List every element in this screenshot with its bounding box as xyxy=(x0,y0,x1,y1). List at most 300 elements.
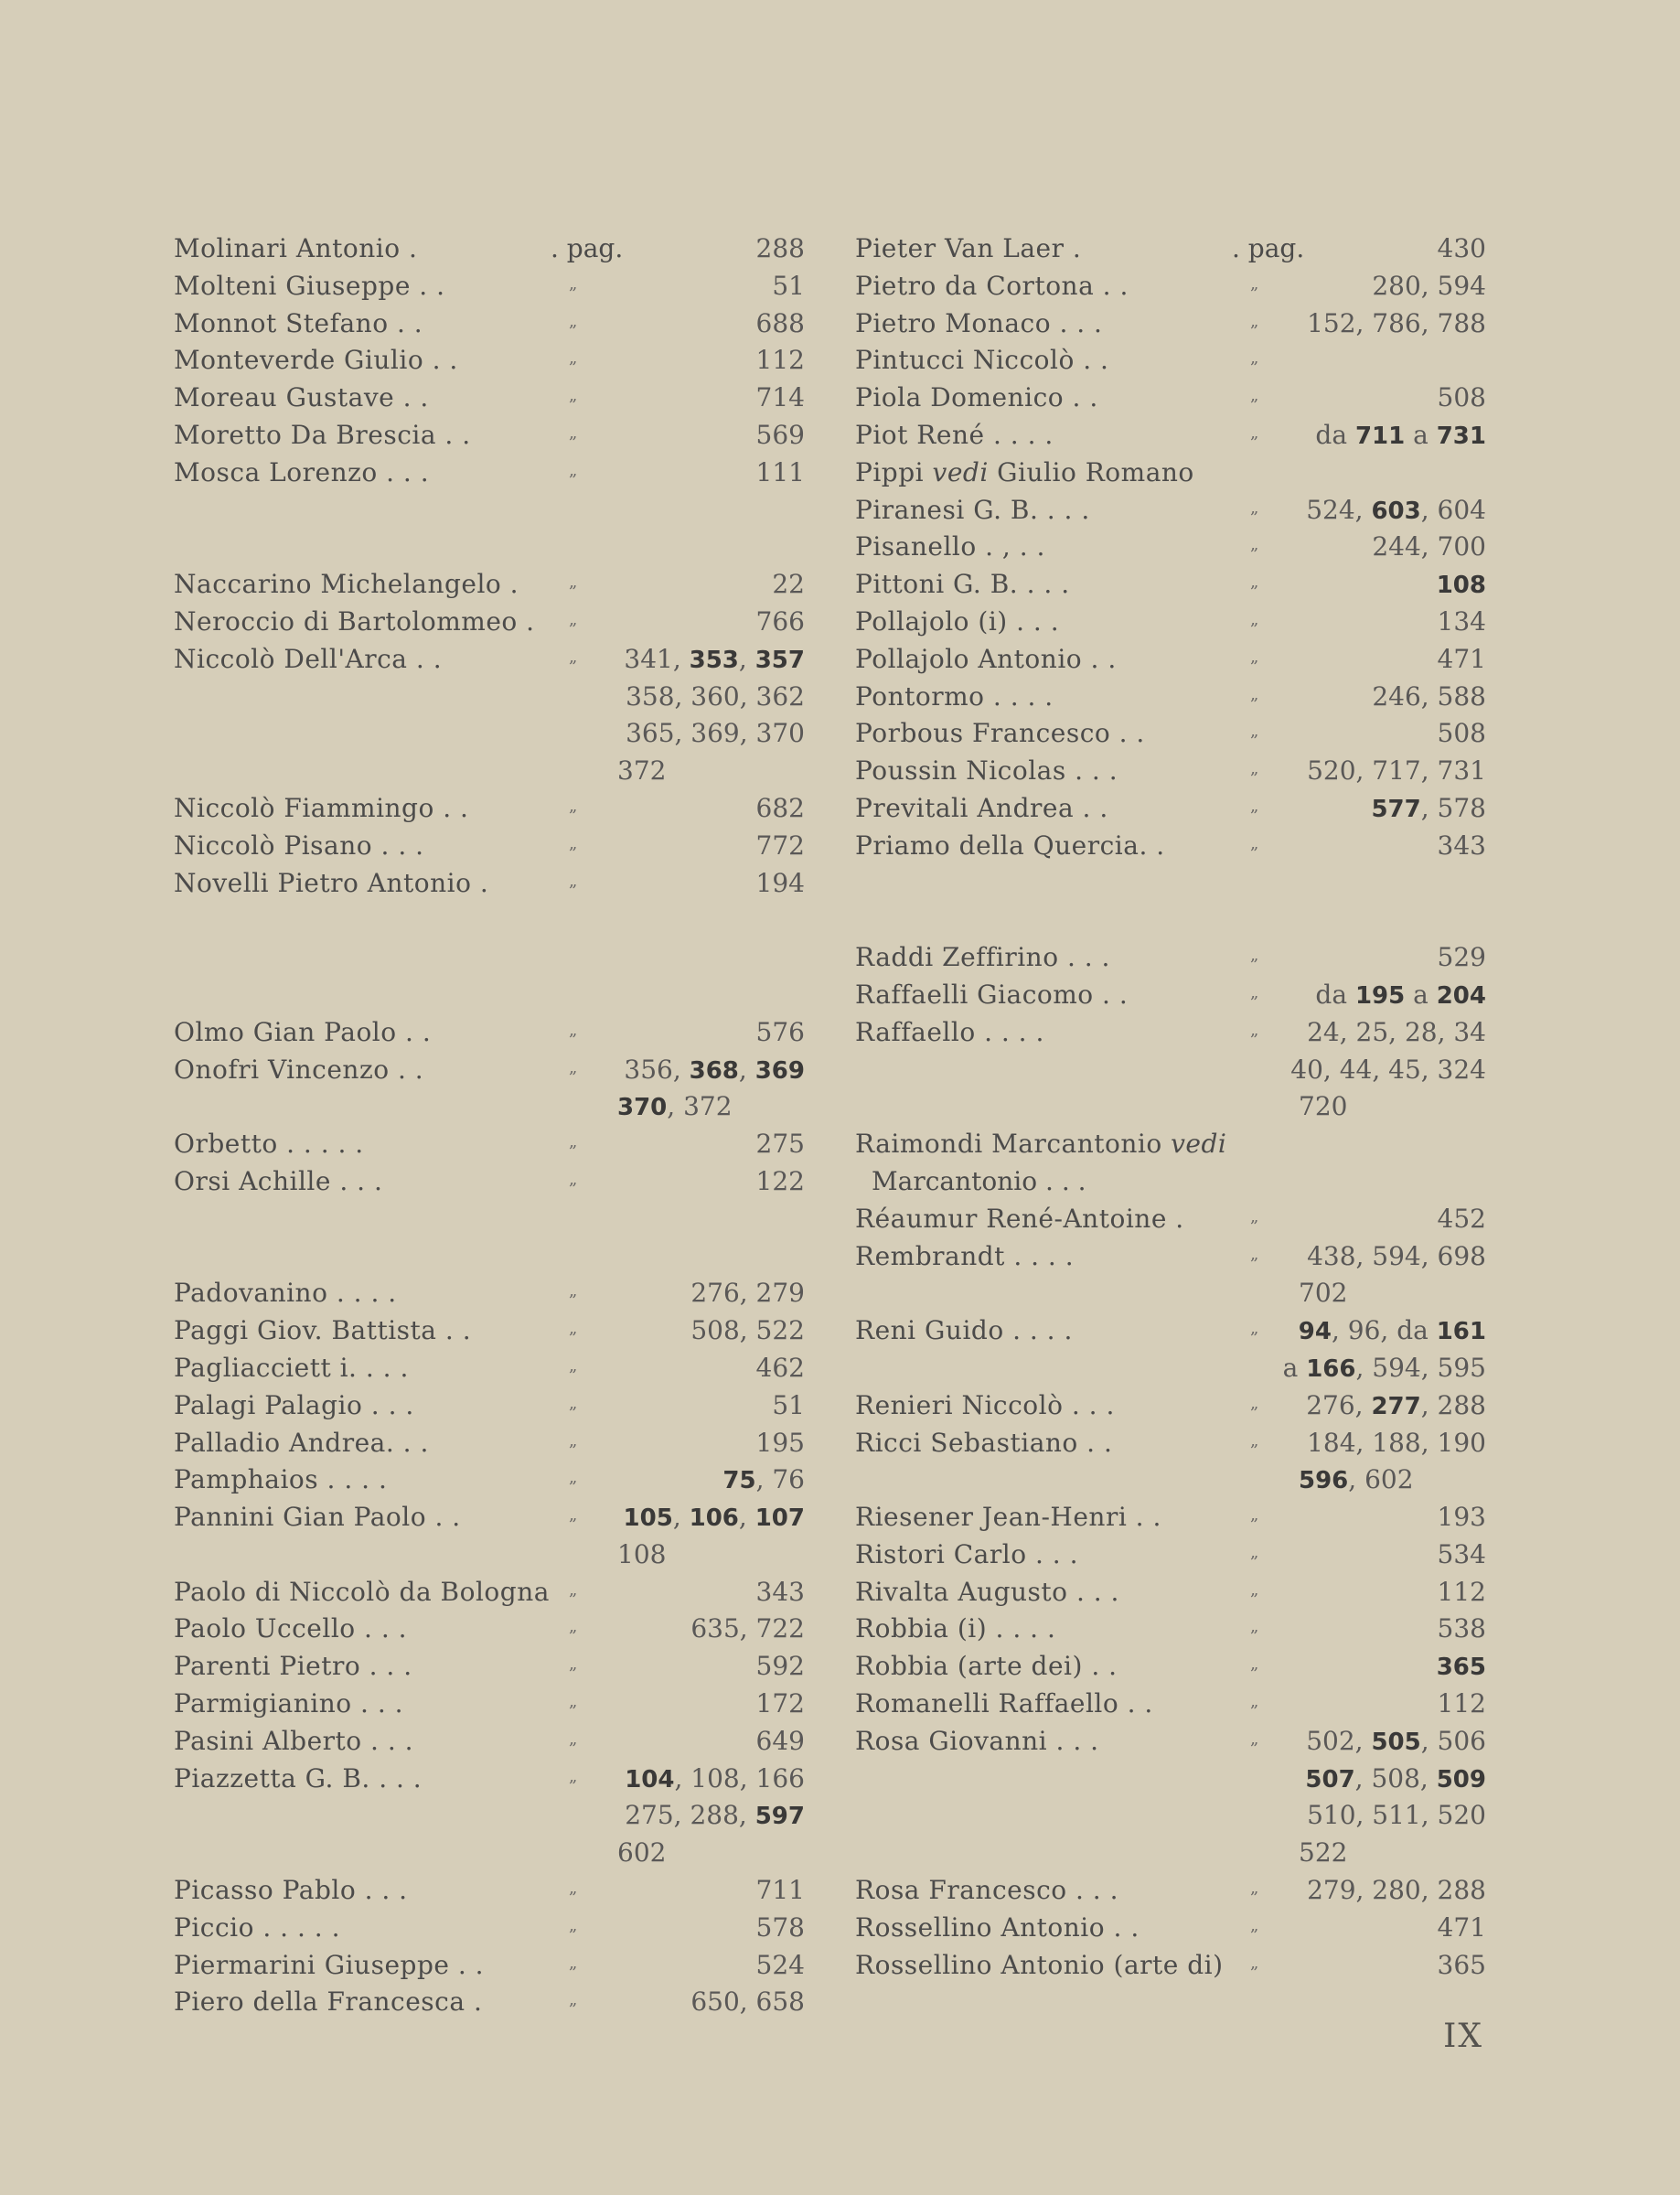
entry-name: Paolo Uccello . . . xyxy=(174,1613,408,1644)
entry-name: Piero della Francesca . xyxy=(174,1986,483,2018)
entry-name: Molinari Antonio . xyxy=(174,233,418,263)
entry-pages xyxy=(756,790,805,828)
page-ref: 107 xyxy=(754,1504,805,1533)
entry-pages xyxy=(1438,828,1486,865)
entry-pages xyxy=(756,305,805,343)
page-ref: 112 xyxy=(755,345,805,376)
page-ref: 507 xyxy=(1305,1765,1355,1793)
index-entry-continuation xyxy=(855,1350,1486,1387)
entry-name: Réaumur René-Antoine . xyxy=(855,1203,1184,1234)
entry-pages xyxy=(756,1648,805,1686)
entry-name: Rossellino Antonio (arte di) xyxy=(855,1949,1224,1980)
entry-pages xyxy=(690,1275,805,1312)
page-ref: 577 xyxy=(1371,795,1421,823)
ditto-mark: „ xyxy=(569,460,578,480)
entry-pages xyxy=(756,1947,805,1985)
entry-pages xyxy=(1438,1910,1486,1947)
entry-pages xyxy=(1307,305,1486,343)
entry-name: Previtali Andrea . . xyxy=(855,792,1108,823)
entry-name: Piccio . . . . . xyxy=(174,1911,340,1943)
ditto-mark: „ xyxy=(569,1281,578,1301)
entry-pages xyxy=(1438,604,1486,641)
spacer xyxy=(174,1201,805,1238)
index-entry-continuation xyxy=(855,1052,1486,1089)
page-ref: 343 xyxy=(755,1576,805,1607)
entry-name: Niccolò Pisano . . . xyxy=(174,830,424,861)
entry-pages xyxy=(1371,790,1486,829)
ditto-mark: „ xyxy=(569,647,578,667)
index-entry xyxy=(174,1947,805,1985)
entry-pages: 40, 44, 45, 324 xyxy=(1290,1054,1486,1085)
entry-pages xyxy=(1305,1761,1486,1799)
index-entry xyxy=(855,268,1486,305)
index-entry-continuation xyxy=(855,1835,1486,1872)
entry-name: Raffaello . . . . xyxy=(855,1016,1044,1047)
entry-name: Rosa Giovanni . . . xyxy=(855,1725,1099,1756)
page-ref: 596 xyxy=(1299,1467,1349,1495)
spacer xyxy=(174,492,805,530)
index-entry xyxy=(174,1462,805,1499)
ditto-mark: „ xyxy=(569,1953,578,1973)
page-ref: 649 xyxy=(755,1725,805,1756)
index-entry-continuation xyxy=(855,1088,1486,1126)
page-ref: 288 xyxy=(755,233,805,263)
index-entry xyxy=(855,1238,1486,1276)
page-ref: da xyxy=(1315,419,1355,450)
entry-name: Picasso Pablo . . . xyxy=(174,1875,408,1906)
entry-name: Paolo di Niccolò da Bologna xyxy=(174,1576,550,1607)
entry-name: Paggi Giov. Battista . . xyxy=(174,1315,472,1346)
page-ref: 357 xyxy=(754,646,805,674)
entry-name: Piazzetta G. B. . . . xyxy=(174,1762,423,1793)
page-ref: 106 xyxy=(689,1504,739,1533)
page-ref: 438, 594, 698 xyxy=(1307,1240,1486,1271)
page-ref: 194 xyxy=(755,867,805,898)
entry-name: Rosa Francesco . . . xyxy=(855,1875,1119,1906)
ditto-mark: „ xyxy=(1250,1729,1259,1749)
index-entry xyxy=(174,865,805,903)
page-ref: 356, xyxy=(624,1054,690,1085)
entry-name: Piermarini Giuseppe . . xyxy=(174,1949,485,1980)
page-ref: , xyxy=(738,1502,755,1533)
ditto-mark: „ xyxy=(569,1915,578,1935)
ditto-mark: „ xyxy=(569,386,578,406)
page-ref: 502, xyxy=(1306,1725,1372,1756)
entry-name: Pagliacciett i. . . . xyxy=(174,1352,409,1383)
index-entry-subline xyxy=(855,1163,1486,1201)
entry-name: Olmo Gian Paolo . . xyxy=(174,1016,432,1047)
entry-name: Porbous Francesco . . xyxy=(855,718,1145,749)
ditto-mark: „ xyxy=(1250,311,1259,331)
page-ref: , 506 xyxy=(1420,1725,1486,1756)
entry-name: Pamphaios . . . . xyxy=(174,1464,388,1495)
ditto-mark: „ xyxy=(1250,1692,1259,1712)
ditto-mark: „ xyxy=(569,273,578,294)
page-ref: 592 xyxy=(755,1651,805,1682)
page-ref: 275 xyxy=(755,1129,805,1160)
index-entry xyxy=(174,380,805,417)
index-entry xyxy=(174,1574,805,1611)
entry-pages: 702 xyxy=(1299,1278,1348,1309)
index-entry xyxy=(855,790,1486,828)
spacer xyxy=(855,865,1486,903)
index-entry xyxy=(174,641,805,679)
page-ref: 578 xyxy=(755,1911,805,1943)
index-entry xyxy=(855,1648,1486,1686)
ditto-mark: „ xyxy=(569,1579,578,1600)
ditto-mark: „ xyxy=(1250,1879,1259,1899)
entry-pages xyxy=(1307,1238,1486,1276)
page-ref: 122 xyxy=(755,1165,805,1196)
entry-pages xyxy=(756,1126,805,1163)
entry-pages xyxy=(1372,529,1486,566)
ditto-mark: „ xyxy=(1250,759,1259,779)
page-ref: 520, 717, 731 xyxy=(1307,755,1486,787)
entry-name-part: Giulio Romano xyxy=(988,456,1194,487)
entry-pages xyxy=(772,268,805,305)
spacer xyxy=(174,977,805,1014)
index-entry xyxy=(174,1984,805,2021)
index-entry xyxy=(855,529,1486,566)
entry-name: Monteverde Giulio . . xyxy=(174,345,458,376)
entry-pages xyxy=(756,417,805,455)
index-entry xyxy=(174,268,805,305)
entry-name: Naccarino Michelangelo . xyxy=(174,569,519,600)
index-entry-continuation xyxy=(855,1797,1486,1835)
index-entry xyxy=(174,604,805,641)
index-entry-continuation xyxy=(855,1462,1486,1499)
entry-pages xyxy=(756,1163,805,1201)
entry-pages xyxy=(756,342,805,380)
index-entry xyxy=(174,1723,805,1761)
entry-pages xyxy=(756,455,805,492)
ditto-mark: „ xyxy=(1250,1617,1259,1637)
entry-name: Pittoni G. B. . . . xyxy=(855,569,1070,600)
entry-pages xyxy=(756,1014,805,1052)
page-ref: a xyxy=(1282,1352,1307,1383)
index-entry xyxy=(174,455,805,492)
ditto-mark: „ xyxy=(569,1169,578,1189)
ditto-mark: „ xyxy=(569,1692,578,1712)
index-entry xyxy=(855,342,1486,380)
entry-name: Novelli Pietro Antonio . xyxy=(174,867,489,898)
index-entry xyxy=(855,1126,1486,1163)
ditto-mark: „ xyxy=(569,871,578,891)
entry-name: Palladio Andrea. . . xyxy=(174,1427,429,1458)
entry-name: Pietro da Cortona . . xyxy=(855,270,1129,301)
entry-pages xyxy=(756,828,805,865)
page-ref: , 602 xyxy=(1348,1464,1414,1495)
page-ref: 714 xyxy=(755,382,805,413)
index-entry xyxy=(855,380,1486,417)
page-ref: 711 xyxy=(755,1875,805,1906)
page-ref: 370 xyxy=(617,1094,668,1122)
entry-name: Renieri Niccolò . . . xyxy=(855,1389,1115,1420)
page-ref: 529 xyxy=(1437,942,1486,973)
index-entry xyxy=(855,230,1486,268)
index-entry xyxy=(855,1947,1486,1985)
page-ref: 524, xyxy=(1306,494,1372,525)
index-entry xyxy=(174,566,805,604)
pag-label: . pag. xyxy=(1232,233,1305,263)
index-entry xyxy=(855,604,1486,641)
page-ref: 161 xyxy=(1436,1318,1486,1346)
entry-name: Pollajolo (i) . . . xyxy=(855,605,1060,637)
entry-name: Pasini Alberto . . . xyxy=(174,1725,414,1756)
page-ref: 576 xyxy=(755,1016,805,1047)
entry-pages xyxy=(1438,1574,1486,1611)
index-entry xyxy=(174,1686,805,1723)
page-ref: 766 xyxy=(755,605,805,637)
index-entry xyxy=(855,492,1486,530)
ditto-mark: „ xyxy=(1250,1430,1259,1451)
page-ref: 353 xyxy=(689,646,739,674)
page-ref: 365 xyxy=(1437,1949,1486,1980)
ditto-mark: „ xyxy=(569,311,578,331)
spacer xyxy=(855,902,1486,939)
index-entry-continuation xyxy=(174,715,805,753)
index-column-left xyxy=(174,230,805,2021)
index-entry xyxy=(855,1723,1486,1761)
entry-name: Piot René . . . . xyxy=(855,419,1054,450)
page-ref: , xyxy=(738,1054,755,1085)
ditto-mark: „ xyxy=(1250,348,1259,369)
index-entry-continuation xyxy=(174,679,805,716)
ditto-mark: „ xyxy=(1250,535,1259,555)
pag-label: . pag. xyxy=(551,233,624,263)
page-ref: 509 xyxy=(1436,1765,1486,1793)
spacer xyxy=(174,529,805,566)
cross-reference-word: vedi xyxy=(932,456,989,487)
entry-pages: 522 xyxy=(1299,1837,1348,1868)
entry-name: Ricci Sebastiano . . xyxy=(855,1427,1113,1458)
ditto-mark: „ xyxy=(569,833,578,853)
index-entry-continuation xyxy=(174,1835,805,1872)
index-column-right xyxy=(855,230,1486,1984)
entry-pages xyxy=(625,1797,805,1836)
index-entry xyxy=(174,1499,805,1536)
entry-name: Onofri Vincenzo . . xyxy=(174,1054,424,1085)
page-ref: , 96, da xyxy=(1331,1315,1437,1346)
page-ref: 597 xyxy=(754,1803,805,1831)
entry-name: Pieter Van Laer . xyxy=(855,233,1082,263)
page-ref: 772 xyxy=(755,830,805,861)
page-ref: 51 xyxy=(772,270,805,301)
page-ref: 184, 188, 190 xyxy=(1307,1427,1486,1458)
page-ref: 195 xyxy=(755,1427,805,1458)
index-entry xyxy=(855,977,1486,1014)
index-entry xyxy=(855,417,1486,455)
page-ref: 195 xyxy=(1354,981,1406,1010)
entry-pages xyxy=(772,1387,805,1425)
page-ref: 508 xyxy=(1437,718,1486,749)
page-ref: 94 xyxy=(1298,1318,1332,1346)
entry-pages: 720 xyxy=(1299,1091,1348,1122)
index-entry-continuation xyxy=(174,1797,805,1835)
entry-pages xyxy=(1438,1201,1486,1238)
page-ref: 22 xyxy=(772,569,805,600)
index-entry xyxy=(855,1686,1486,1723)
page-ref: 108 xyxy=(1436,572,1486,600)
page-ref: 246, 588 xyxy=(1372,680,1486,712)
page-ref: , xyxy=(672,1502,690,1533)
ditto-mark: „ xyxy=(1250,573,1259,593)
entry-name: Reni Guido . . . . xyxy=(855,1315,1073,1346)
entry-pages xyxy=(756,1350,805,1387)
index-entry xyxy=(174,1761,805,1798)
entry-name: Parmigianino . . . xyxy=(174,1688,404,1719)
page-ref: 368 xyxy=(689,1056,739,1085)
ditto-mark: „ xyxy=(1250,1654,1259,1675)
entry-name-part: Raimondi Marcantonio xyxy=(855,1129,1172,1160)
entry-pages xyxy=(690,1984,805,2021)
ditto-mark: „ xyxy=(569,1393,578,1413)
ditto-mark: „ xyxy=(569,1132,578,1152)
page-ref: 204 xyxy=(1436,981,1486,1010)
page-ref: da xyxy=(1315,979,1355,1010)
page-ref: 603 xyxy=(1371,497,1421,525)
page-ref: 134 xyxy=(1437,605,1486,637)
entry-pages xyxy=(1372,679,1486,716)
entry-name: Niccolò Fiammingo . . xyxy=(174,792,469,823)
ditto-mark: „ xyxy=(1250,647,1259,667)
page-ref: 275, 288, xyxy=(625,1800,755,1831)
entry-name: Pisanello . , . . xyxy=(855,531,1045,562)
page-ref: a xyxy=(1405,419,1437,450)
entry-pages xyxy=(1437,1648,1486,1686)
page-ref: 172 xyxy=(755,1688,805,1719)
entry-pages xyxy=(1306,1723,1486,1761)
ditto-mark: „ xyxy=(1250,1393,1259,1413)
index-entry xyxy=(855,1536,1486,1574)
page-ref: 711 xyxy=(1354,422,1406,450)
ditto-mark: „ xyxy=(569,1505,578,1526)
index-entry-continuation xyxy=(855,1761,1486,1798)
entry-pages xyxy=(1307,1425,1486,1462)
entry-pages xyxy=(772,566,805,604)
entry-pages xyxy=(1306,492,1486,530)
page-ref: 508 xyxy=(1437,382,1486,413)
index-entry xyxy=(855,679,1486,716)
page-ref: 430 xyxy=(1437,233,1486,263)
entry-pages xyxy=(624,1499,805,1537)
index-entry xyxy=(855,939,1486,977)
index-entry xyxy=(174,1910,805,1947)
ditto-mark: „ xyxy=(1250,609,1259,629)
entry-pages xyxy=(756,1910,805,1947)
entry-pages xyxy=(625,1761,805,1799)
entry-pages: 108 xyxy=(617,1538,667,1569)
index-entry xyxy=(855,305,1486,343)
entry-pages xyxy=(624,641,805,680)
entry-name: Mosca Lorenzo . . . xyxy=(174,456,430,487)
page-ref: 538 xyxy=(1437,1613,1486,1644)
page-ref: , xyxy=(738,643,755,674)
entry-pages: 510, 511, 520 xyxy=(1307,1800,1486,1831)
entry-pages xyxy=(1283,1350,1486,1388)
index-entry xyxy=(174,417,805,455)
entry-pages xyxy=(756,380,805,417)
page-ref: 650, 658 xyxy=(690,1986,805,2018)
index-entry xyxy=(855,1910,1486,1947)
index-entry xyxy=(855,1201,1486,1238)
index-entry xyxy=(174,1872,805,1910)
entry-pages xyxy=(1307,1872,1486,1910)
entry-pages xyxy=(1438,715,1486,753)
ditto-mark: „ xyxy=(1250,423,1259,443)
index-entry xyxy=(855,1014,1486,1052)
ditto-mark: „ xyxy=(1250,1244,1259,1264)
entry-name: Neroccio di Bartolommeo . xyxy=(174,605,535,637)
entry-name: Molteni Giuseppe . . xyxy=(174,270,445,301)
entry-pages xyxy=(1438,1947,1486,1985)
entry-name: Moretto Da Brescia . . xyxy=(174,419,471,450)
entry-pages xyxy=(1299,1312,1486,1351)
entry-pages xyxy=(1438,939,1486,977)
page-ref: 508, 522 xyxy=(690,1315,805,1346)
entry-name: Priamo della Quercia. . xyxy=(855,830,1165,861)
ditto-mark: „ xyxy=(569,1319,578,1339)
page-ref: 462 xyxy=(755,1352,805,1383)
entry-name-part: Pippi xyxy=(855,456,933,487)
entry-name: Palagi Palagio . . . xyxy=(174,1389,414,1420)
index-entry-continuation xyxy=(174,753,805,790)
entry-pages xyxy=(1299,1462,1414,1500)
page-ref: 51 xyxy=(772,1389,805,1420)
page-ref: 682 xyxy=(755,792,805,823)
page-ref: 276, xyxy=(1306,1389,1372,1420)
ditto-mark: „ xyxy=(1250,684,1259,704)
index-entry-continuation xyxy=(174,1536,805,1574)
ditto-mark: „ xyxy=(1250,273,1259,294)
entry-pages xyxy=(1437,566,1486,605)
ditto-mark: „ xyxy=(569,1729,578,1749)
entry-name: Pintucci Niccolò . . xyxy=(855,345,1109,376)
ditto-mark: „ xyxy=(569,1020,578,1040)
ditto-mark: „ xyxy=(1250,833,1259,853)
entry-pages xyxy=(1307,1014,1486,1052)
index-entry xyxy=(174,1350,805,1387)
page-ref: 731 xyxy=(1436,422,1486,450)
spacer xyxy=(174,902,805,939)
index-entry xyxy=(174,1052,805,1089)
ditto-mark: „ xyxy=(1250,722,1259,742)
ditto-mark: „ xyxy=(569,573,578,593)
entry-pages xyxy=(756,604,805,641)
page-ref: 635, 722 xyxy=(690,1613,805,1644)
page-ref: , 108, 166 xyxy=(674,1762,805,1793)
entry-name: Piranesi G. B. . . . xyxy=(855,494,1090,525)
ditto-mark: „ xyxy=(569,1766,578,1786)
page-ref: 471 xyxy=(1437,643,1486,674)
page-ref: 112 xyxy=(1437,1688,1486,1719)
page-ref: 505 xyxy=(1371,1728,1421,1756)
entry-pages xyxy=(1306,1387,1486,1426)
ditto-mark: „ xyxy=(569,1355,578,1376)
entry-name: Poussin Nicolas . . . xyxy=(855,755,1118,787)
index-entry xyxy=(855,715,1486,753)
entry-name xyxy=(855,1126,1226,1163)
entry-pages xyxy=(690,1611,805,1648)
ditto-mark: „ xyxy=(1250,386,1259,406)
ditto-mark: „ xyxy=(1250,1579,1259,1600)
page-ref: , 604 xyxy=(1420,494,1486,525)
entry-pages xyxy=(1307,753,1486,790)
page-ref: 343 xyxy=(1437,830,1486,861)
index-entry xyxy=(174,1163,805,1201)
ditto-mark: „ xyxy=(1250,1953,1259,1973)
page-ref: 471 xyxy=(1437,1911,1486,1943)
